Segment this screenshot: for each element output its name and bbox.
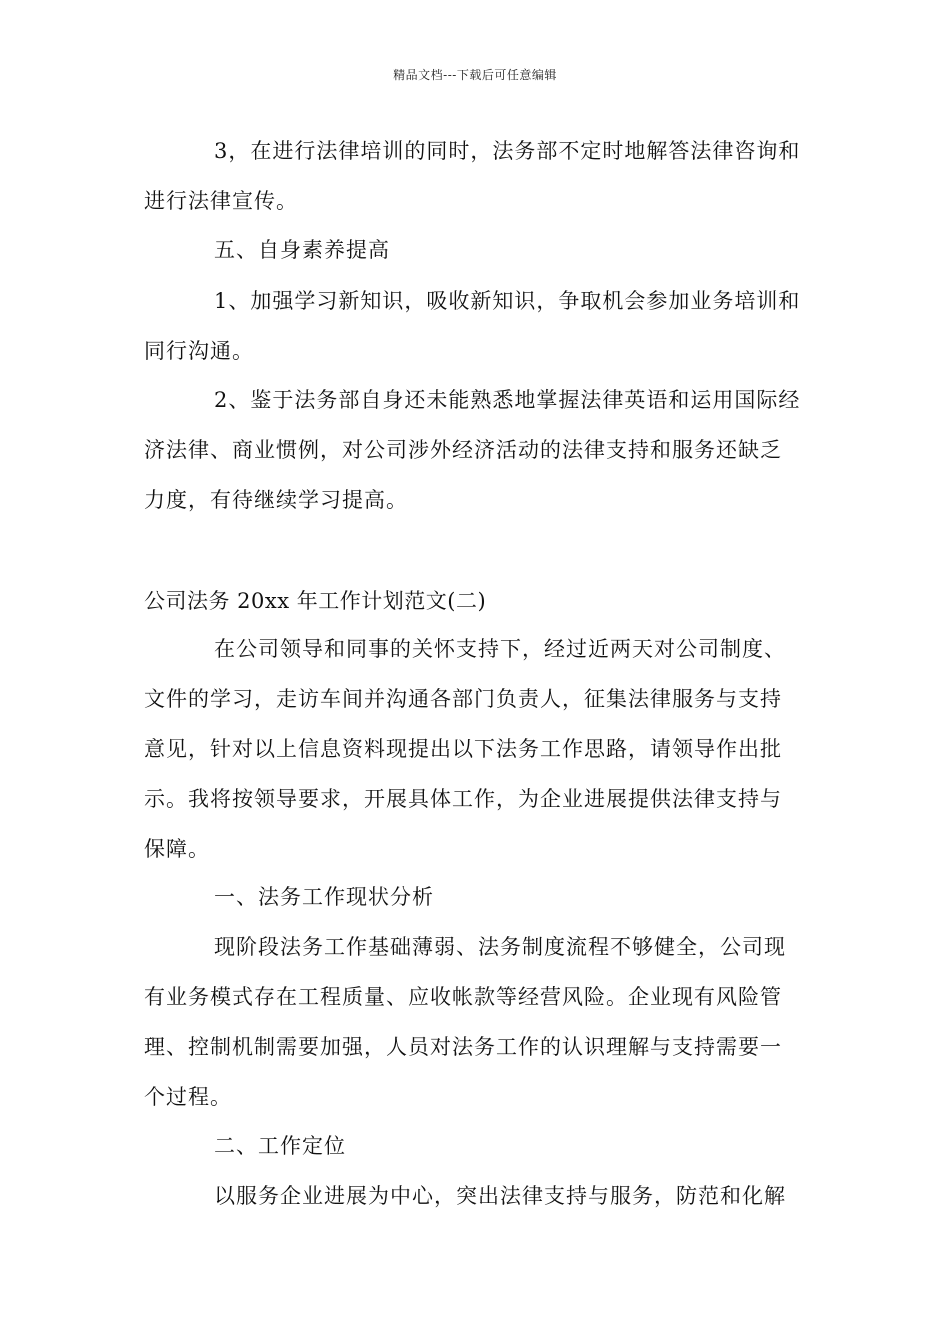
paragraph-legal-english: [144, 375, 808, 525]
paragraph-line: 有业务模式存在工程质量、应收帐款等经营风险。企业现有风险管: [144, 985, 782, 1009]
section-heading-self-improvement: [144, 225, 808, 275]
paragraph-positioning: [144, 1171, 808, 1221]
paragraph-line: 进行法律宣传。: [144, 189, 298, 213]
paragraph-line: 文件的学习，走访车间并沟通各部门负责人，征集法律服务与支持: [144, 687, 782, 711]
heading-text: 一、法务工作现状分析: [214, 885, 434, 909]
heading-text: 二、工作定位: [214, 1134, 346, 1158]
paragraph-legal-consulting: [144, 126, 808, 226]
section-heading-status-analysis: [144, 872, 808, 922]
paragraph-intro: [144, 624, 808, 874]
paragraph-line: 示。我将按领导要求，开展具体工作，为企业进展提供法律支持与: [144, 787, 782, 811]
section-heading-positioning: [144, 1121, 808, 1171]
paragraph-line: 个过程。: [144, 1085, 232, 1109]
paragraph-line: 以服务企业进展为中心，突出法律支持与服务，防范和化解: [214, 1184, 786, 1208]
paragraph-line: 1、加强学习新知识，吸收新知识，争取机会参加业务培训和: [214, 289, 801, 313]
paragraph-learning: [144, 276, 808, 376]
paragraph-line: 现阶段法务工作基础薄弱、法务制度流程不够健全，公司现: [214, 935, 786, 959]
page-header: 精品文档---下载后可任意编辑: [393, 68, 557, 82]
paragraph-line: 3，在进行法律培训的同时，法务部不定时地解答法律咨询和: [214, 139, 801, 163]
paragraph-status: [144, 922, 808, 1122]
paragraph-line: 意见，针对以上信息资料现提出以下法务工作思路，请领导作出批: [144, 737, 782, 761]
paragraph-line: 力度，有待继续学习提高。: [144, 488, 408, 512]
paragraph-line: 保障。: [144, 837, 210, 861]
paragraph-line: 济法律、商业惯例，对公司涉外经济活动的法律支持和服务还缺乏: [144, 438, 782, 462]
heading-text: 五、自身素养提高: [214, 238, 390, 262]
paragraph-line: 在公司领导和同事的关怀支持下，经过近两天对公司制度、: [214, 637, 786, 661]
paragraph-line: 同行沟通。: [144, 339, 254, 363]
paragraph-line: 2、鉴于法务部自身还未能熟悉地掌握法律英语和运用国际经: [214, 388, 801, 412]
section-title-work-plan: 公司法务 20xx 年工作计划范文(二): [144, 589, 487, 613]
paragraph-line: 理、控制机制需要加强，人员对法务工作的认识理解与支持需要一: [144, 1035, 782, 1059]
